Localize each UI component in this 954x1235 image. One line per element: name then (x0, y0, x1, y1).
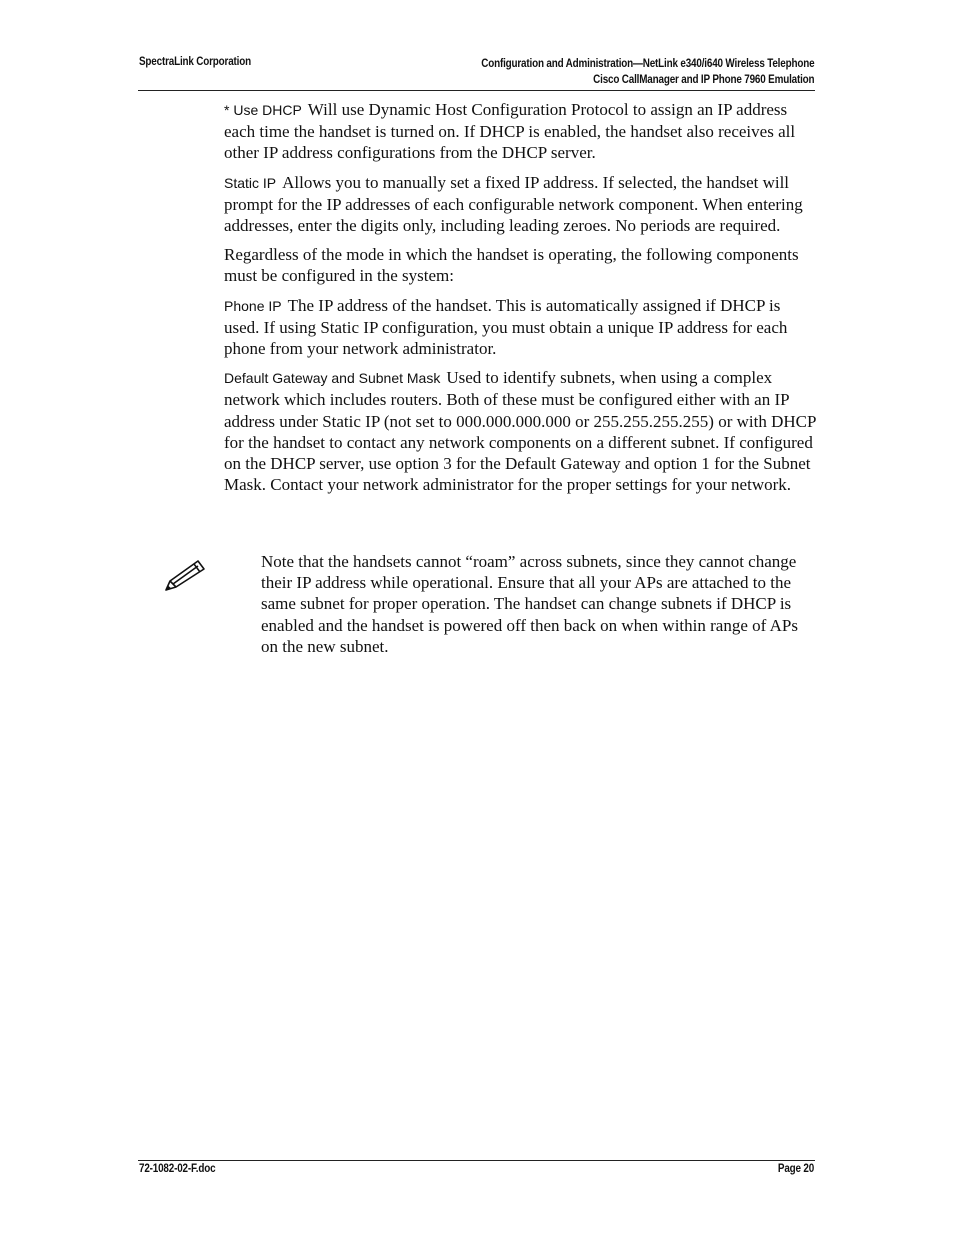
paragraph-static-ip (224, 172, 818, 237)
header-rule (138, 90, 815, 91)
note-text: Note that the handsets cannot “roam” across subnets, since they cannot change their IP address while operational. Ensure that all your APs are attached to the same subnet for proper operation. The handset can change subnets if DHCP is enabled and the handset is powered off then back on when within range of APs on the new subnet. (261, 552, 798, 656)
term-use-dhcp: * Use DHCP (224, 102, 302, 118)
header-document-title (481, 56, 814, 88)
paragraph-phone-ip (224, 295, 818, 360)
paragraph-default-gateway (224, 367, 818, 495)
text-default-gateway: Used to identify subnets, when using a complex network which includes routers. Both of these must be configured either with an IP address under Static IP (not set to 000.000.000.000 or 255.255.255.255) or with DHCP for the handset to contact any network components on a different subnet. If configured on the DHCP server, use option 3 for the Default Gateway and option 1 for the Subnet Mask. Contact your network administrator for the proper settings for your network. (224, 368, 816, 495)
footer-page-number: Page 20 (777, 1163, 814, 1175)
term-phone-ip: Phone IP (224, 297, 282, 314)
term-default-gateway: Default Gateway and Subnet Mask (224, 370, 441, 387)
header-title-line-1: Configuration and Administration—NetLink e340/i640 Wireless Telephone (480, 58, 814, 70)
body-content (224, 99, 818, 503)
term-static-ip: Static IP (224, 174, 277, 191)
paragraph-use-dhcp (224, 99, 818, 164)
header-title-line-2: Cisco CallManager and IP Phone 7960 Emulation (592, 74, 814, 86)
pencil-icon (162, 557, 208, 593)
text-static-ip: Allows you to manually set a fixed IP address. If selected, the handset will prompt for the IP addresses of each configurable network component. When entering addresses, enter the digits only, including leading zeroes. No periods are required. (224, 172, 803, 236)
text-phone-ip: The IP address of the handset. This is automatically assigned if DHCP is used. If using Static IP configuration, you must obtain a unique IP address for each phone from your network administrator. (224, 295, 788, 359)
footer-doc-id: 72-1082-02-F.doc (139, 1163, 216, 1175)
header-company: SpectraLink Corporation (139, 56, 252, 68)
paragraph-regardless (224, 244, 818, 286)
text-use-dhcp: Will use Dynamic Host Configuration Protocol to assign an IP address each time the handset is turned on. If DHCP is enabled, the handset also receives all other IP address configurations from the DHCP server. (224, 100, 796, 163)
text-regardless: Regardless of the mode in which the handset is operating, the following components must be configured in the system: (224, 245, 799, 286)
footer-rule (138, 1160, 815, 1161)
